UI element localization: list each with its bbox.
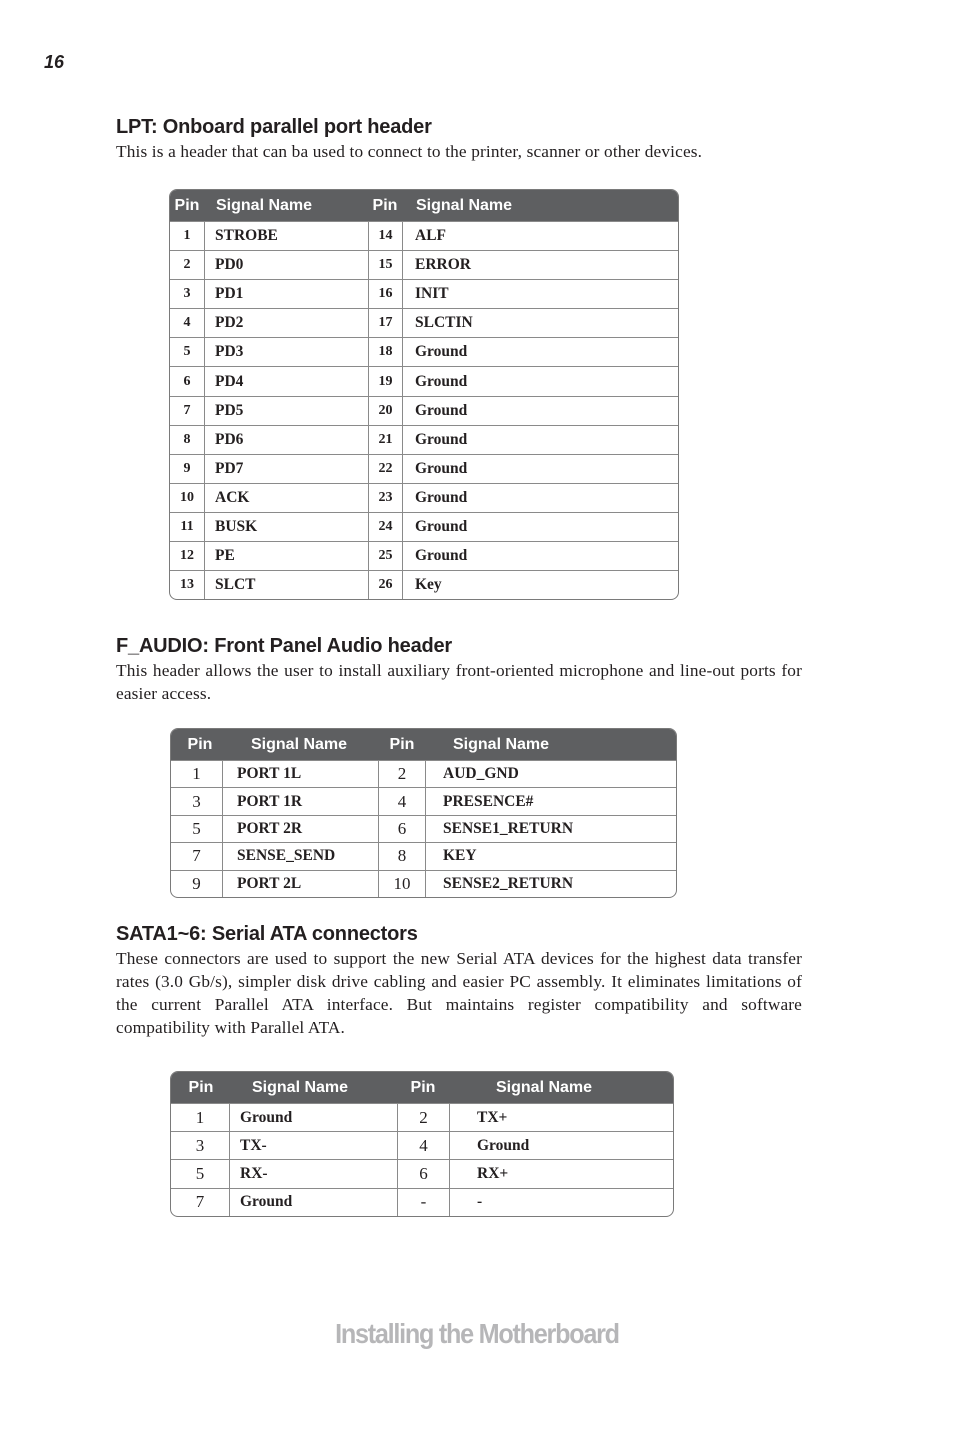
signal-name-cell: RX+ (449, 1160, 673, 1187)
table-row (170, 454, 678, 483)
pin-cell: 7 (183, 402, 191, 418)
pin-cell: 6 (378, 816, 425, 842)
table-row (171, 787, 676, 814)
header-pin: Pin (188, 1078, 214, 1096)
signal-name-cell: SENSE_SEND (222, 843, 378, 869)
signal-name-cell: PRESENCE# (425, 788, 676, 814)
pin-cell: 14 (368, 222, 402, 250)
pin-cell: 4 (378, 788, 425, 814)
header-pin: Pin (389, 735, 415, 753)
table-row (170, 366, 678, 395)
sata-pin-table (170, 1071, 674, 1217)
table-row (170, 483, 678, 512)
pin-cell: 5 (192, 818, 201, 838)
signal-name-cell: Ground (402, 455, 678, 483)
header-signal-name: Signal Name (252, 1078, 349, 1096)
pin-cell: 6 (183, 373, 191, 389)
pin-cell: 3 (183, 286, 191, 302)
signal-name-cell: PORT 2L (222, 871, 378, 897)
signal-name-cell: TX+ (449, 1104, 673, 1131)
signal-name-cell: PD5 (204, 397, 368, 425)
pin-cell: 23 (368, 484, 402, 512)
pin-cell: 2 (378, 761, 425, 787)
table-row (171, 815, 676, 842)
lpt-pin-table (169, 189, 679, 600)
table-row (170, 337, 678, 366)
sata-title: SATA1~6: Serial ATA connectors (116, 923, 418, 945)
pin-cell: 22 (368, 455, 402, 483)
pin-cell: 13 (180, 577, 194, 593)
pin-cell: 4 (397, 1132, 449, 1159)
pin-cell: 1 (183, 228, 191, 244)
footer-chapter-title: Installing the Motherboard (335, 1318, 619, 1349)
signal-name-cell: ERROR (402, 251, 678, 279)
header-pin: Pin (372, 196, 398, 214)
pin-cell: 2 (183, 257, 191, 273)
pin-cell: 8 (378, 843, 425, 869)
lpt-table-header (170, 190, 678, 221)
signal-name-cell: STROBE (204, 222, 368, 250)
lpt-section (116, 114, 802, 163)
pin-cell: 21 (368, 426, 402, 454)
sata-table-body (171, 1103, 673, 1216)
signal-name-cell: ACK (204, 484, 368, 512)
signal-name-cell: Ground (402, 426, 678, 454)
signal-name-cell: PD7 (204, 455, 368, 483)
header-pin: Pin (410, 1078, 436, 1096)
table-row (170, 512, 678, 541)
pin-cell: 10 (180, 489, 194, 505)
signal-name-cell: ALF (402, 222, 678, 250)
signal-name-cell: PD4 (204, 367, 368, 395)
signal-name-cell: TX- (229, 1132, 397, 1159)
signal-name-cell: Ground (402, 367, 678, 395)
header-pin: Pin (187, 735, 213, 753)
signal-name-cell: Ground (229, 1104, 397, 1131)
table-row (170, 221, 678, 250)
header-signal-name: Signal Name (496, 1078, 593, 1096)
signal-name-cell: AUD_GND (425, 761, 676, 787)
signal-name-cell: SLCTIN (402, 309, 678, 337)
pin-cell: 3 (192, 791, 201, 811)
faudio-description: This header allows the user to install auxiliary front-oriented microphone and line-out ports for easier access. (116, 661, 802, 703)
signal-name-cell: Ground (402, 513, 678, 541)
signal-name-cell: PD3 (204, 338, 368, 366)
table-row (171, 1131, 673, 1159)
table-row (171, 1159, 673, 1187)
pin-cell: 25 (368, 542, 402, 570)
pin-cell: 19 (368, 367, 402, 395)
pin-cell: 10 (378, 871, 425, 897)
pin-cell: 2 (397, 1104, 449, 1131)
pin-cell: 15 (368, 251, 402, 279)
header-signal-name: Signal Name (416, 196, 513, 214)
table-row (171, 842, 676, 869)
table-row (171, 1188, 673, 1216)
pin-cell: 9 (183, 460, 191, 476)
faudio-section (116, 633, 802, 705)
sata-table-header (171, 1072, 673, 1103)
signal-name-cell: PD2 (204, 309, 368, 337)
sata-section (116, 921, 802, 1039)
pin-cell: 18 (368, 338, 402, 366)
pin-cell: 20 (368, 397, 402, 425)
signal-name-cell: INIT (402, 280, 678, 308)
pin-cell: 7 (195, 1192, 205, 1212)
table-row (171, 870, 676, 897)
lpt-description: This is a header that can ba used to connect to the printer, scanner or other devices. (116, 142, 703, 161)
lpt-table-body (170, 221, 678, 599)
pin-cell: 17 (368, 309, 402, 337)
pin-cell: 4 (183, 315, 191, 331)
table-row (170, 541, 678, 570)
signal-name-cell: SENSE1_RETURN (425, 816, 676, 842)
signal-name-cell: Ground (402, 542, 678, 570)
sata-description: These connectors are used to support the new Serial ATA devices for the highest data transfer rates (3.0 Gb/s), simpler disk drive cabling and easier PC assembly. It eliminates limitations of the current Parallel ATA interface. But maintains register compatibility and software compatibility with Parallel ATA. (116, 949, 802, 1037)
signal-name-cell: PORT 2R (222, 816, 378, 842)
faudio-table-header (171, 729, 676, 760)
lpt-title: LPT: Onboard parallel port header (116, 116, 432, 138)
signal-name-cell: PD1 (204, 280, 368, 308)
header-signal-name: Signal Name (251, 735, 348, 753)
signal-name-cell: SLCT (204, 571, 368, 599)
pin-cell: 26 (368, 571, 402, 599)
table-row (170, 396, 678, 425)
signal-name-cell: KEY (425, 843, 676, 869)
pin-cell: 6 (397, 1160, 449, 1187)
pin-cell: 1 (195, 1107, 205, 1127)
signal-name-cell: PE (204, 542, 368, 570)
table-row (170, 570, 678, 599)
pin-cell: 5 (183, 344, 191, 360)
signal-name-cell: PORT 1R (222, 788, 378, 814)
page-number: 16 (44, 52, 65, 72)
signal-name-cell: Ground (449, 1132, 673, 1159)
signal-name-cell: Ground (402, 338, 678, 366)
signal-name-cell: PORT 1L (222, 761, 378, 787)
pin-cell: 7 (192, 846, 201, 866)
pin-cell: 1 (192, 764, 201, 784)
faudio-table-body (171, 760, 676, 897)
header-pin: Pin (174, 196, 200, 214)
signal-name-cell: Ground (402, 484, 678, 512)
signal-name-cell: BUSK (204, 513, 368, 541)
table-row (170, 279, 678, 308)
pin-cell: 8 (183, 431, 191, 447)
pin-cell: 16 (368, 280, 402, 308)
pin-cell: 3 (195, 1135, 205, 1155)
pin-cell: 5 (195, 1163, 205, 1183)
signal-name-cell: Key (402, 571, 678, 599)
signal-name-cell: PD6 (204, 426, 368, 454)
table-row (170, 425, 678, 454)
table-row (171, 760, 676, 787)
table-row (170, 250, 678, 279)
signal-name-cell: PD0 (204, 251, 368, 279)
pin-cell: 11 (180, 518, 194, 534)
header-signal-name: Signal Name (453, 735, 550, 753)
header-signal-name: Signal Name (216, 196, 313, 214)
faudio-pin-table (170, 728, 677, 898)
signal-name-cell: SENSE2_RETURN (425, 871, 676, 897)
pin-cell: - (397, 1189, 449, 1216)
signal-name-cell: Ground (402, 397, 678, 425)
faudio-title: F_AUDIO: Front Panel Audio header (116, 635, 453, 657)
pin-cell: 9 (192, 873, 201, 893)
signal-name-cell: - (449, 1189, 673, 1216)
pin-cell: 24 (368, 513, 402, 541)
table-row (171, 1103, 673, 1131)
pin-cell: 12 (180, 548, 194, 564)
signal-name-cell: Ground (229, 1189, 397, 1216)
signal-name-cell: RX- (229, 1160, 397, 1187)
table-row (170, 308, 678, 337)
